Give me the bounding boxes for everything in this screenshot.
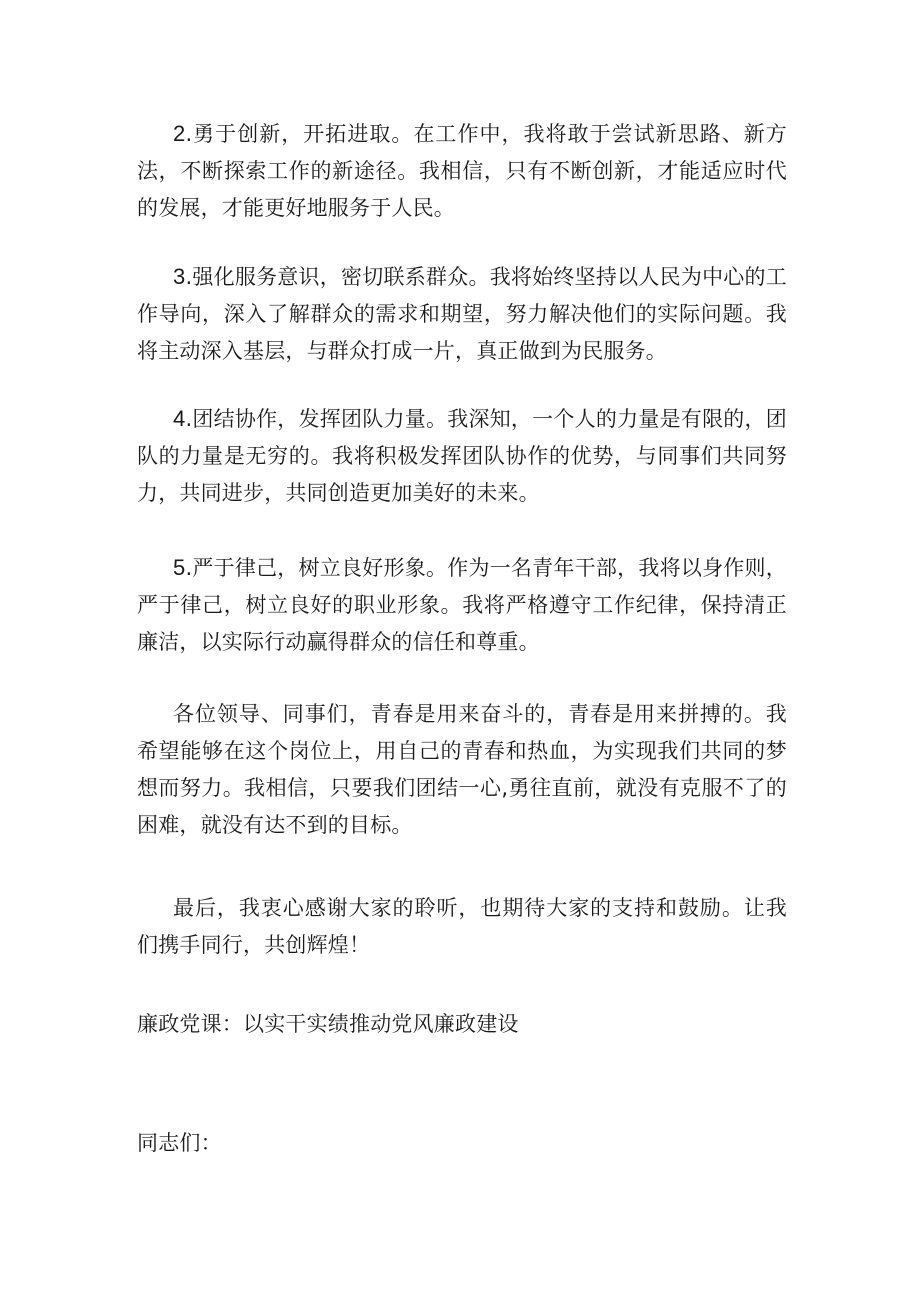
paragraph-number: 3 [173,264,186,289]
paragraph-number: 4 [173,406,186,431]
closing-paragraph: 各位领导、同事们，青春是用来奋斗的，青春是用来拼搏的。我希望能够在这个岗位上，用自己的青春和热血，为实现我们共同的梦想而努力。我相信，只要我们团结一心,勇往直前，就没有克服不了的困难，就没有达不到的目标。 [137,702,787,837]
paragraph-number: 5 [173,555,186,580]
paragraph-2 [137,115,787,227]
paragraph-text: .严于律己，树立良好形象。作为一名青年干部，我将以身作则，严于律己，树立良好的职业形象。我将严格遵守工作纪律，保持清正廉洁，以实际行动赢得群众的信任和尊重。 [137,556,787,654]
paragraph-5 [137,549,787,661]
next-title: 廉政党课：以实干实绩推动党风廉政建设 [137,1012,519,1036]
paragraph-text: .勇于创新，开拓进取。在工作中，我将敢于尝试新思路、新方法，不断探索工作的新途径。我相信，只有不断创新，才能适应时代的发展，才能更好地服务于人民。 [137,122,787,220]
salutation: 同志们： [137,1131,222,1155]
thanks-paragraph: 最后，我衷心感谢大家的聆听，也期待大家的支持和鼓励。让我们携手同行，共创辉煌！ [137,896,787,957]
paragraph-text: .团结协作，发挥团队力量。我深知，一个人的力量是有限的，团队的力量是无穷的。我将积极发挥团队协作的优势，与同事们共同努力，共同进步，共同创造更加美好的未来。 [137,407,787,505]
paragraph-4 [137,400,787,512]
paragraph-3 [137,258,787,370]
paragraph-number: 2 [173,121,186,146]
paragraph-text: .强化服务意识，密切联系群众。我将始终坚持以人民为中心的工作导向，深入了解群众的需求和期望，努力解决他们的实际问题。我将主动深入基层，与群众打成一片，真正做到为民服务。 [137,265,787,363]
